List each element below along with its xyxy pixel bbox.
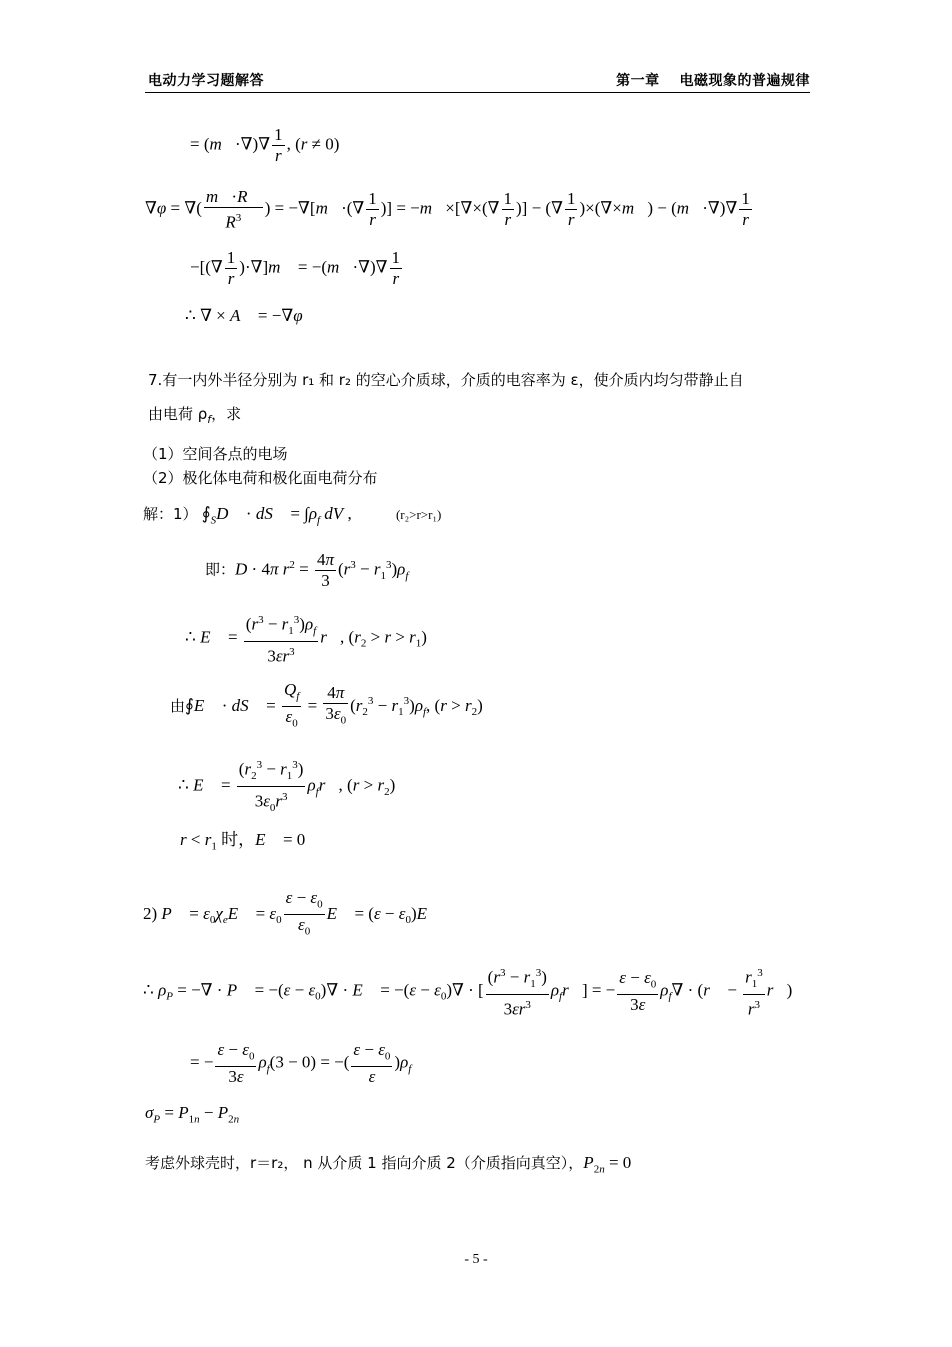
equation-e-outer: ∴ E⃗ = $\frac{(r_2^3 - r_1^3)}{3\varepsilon_0r^3}$ $\rho_fr⃗$, $(r > r_2)$ [178, 755, 395, 818]
equation-polarization: 2) P⃗ = $\varepsilon_0\chi_eE⃗ = \varepsilon_0$ $\frac{\varepsilon - \varepsilon_0}{\varepsilon_0}$ E⃗ = $(\varepsilon - \varepsilon_0)E⃗$ [143, 888, 441, 938]
problem-part-1: （1）空间各点的电场 [143, 445, 288, 463]
equation-rho-p: ∴ $\rho_P$ = −∇ · P⃗ = $-(\varepsilon - \varepsilon_0)\nabla$ · E⃗ = $-(\varepsilon - \varepsilon_0)\nabla$ · [ $\frac{(r^3 - r_1^3)}{3\varepsilon r^3}$ $\rho_fr⃗$] = − $\frac{\varepsilon - \varepsilon_0}{3\varepsilon}$ $\rho_f\nabla$ · (r⃗ − $\frac{r_1^3}{r^3}$ r⃗) [143, 963, 792, 1020]
outer-shell-note: 考虑外球壳时，r＝r₂， n 从介质 1 指向介质 2（介质指向真空），$P_{2n} = 0$ [145, 1153, 632, 1176]
page-number: - 5 - [464, 1252, 488, 1267]
problem-part-2: （2）极化体电荷和极化面电荷分布 [143, 469, 378, 487]
problem-statement-line1 [148, 369, 744, 391]
equation-gauss-d: 解：1） $∮_SD⃗$ · dS⃗ = $\int\rho_f$ dV , (r₂>r>r₁) [143, 504, 442, 527]
equation-curl-a: ∴ ∇ × A⃗ = −∇φ [185, 306, 303, 325]
you-label: 由 [170, 696, 186, 715]
condition-r-range: (r₂>r>r₁) [395, 507, 442, 522]
equation-line-1: = (m⃗·∇)∇ $\frac{1}{r}$ , (r ≠ 0) [190, 125, 340, 165]
jiyu-label: 即： [205, 560, 236, 579]
equation-gauss-e-outer: 由∮E⃗ · dS⃗ = $\frac{Q_f}{\varepsilon_0}$ = $\frac{4\pi}{3\varepsilon_0}$ $(r_2^3 - r_1^3)\rho_f$, $(r > r_2)$ [170, 680, 483, 730]
problem-number: 7. [148, 371, 163, 389]
equation-d-4pi: 即：D · 4π $r^2$ = $\frac{4\pi}{3}$ $(r^3 - r_1^3)\rho_f$ [205, 550, 409, 590]
problem-text-1: 有一内外半径分别为 r₁ 和 r₂ 的空心介质球，介质的电容率为 ε，使介质内均匀带静止自 [162, 371, 744, 389]
problem-text-2-end: ，求 [211, 405, 242, 423]
equation-sigma-p: $\sigma_P = P_{1n} - P_{2n}$ [145, 1103, 240, 1126]
equation-grad-phi: ∇φ = ∇( $\frac{m⃗\cdot R⃗}{R^3}$ ) = −∇[m⃗·(∇ $\frac{1}{r}$ )] = −m⃗×[∇×(∇ $\frac{1}{r}$ )] − (∇ $\frac{1}{r}$ )×(∇×m⃗) − (m⃗·∇)∇ $\frac{1}{r}$ [145, 187, 750, 232]
equation-e-inner: ∴ E⃗ = $\frac{(r^3 - r_1^3)\rho_f}{3\varepsilon r^3}$ r⃗, $(r_2 > r > r_1)$ [185, 610, 427, 667]
outer-shell-text: 考虑外球壳时，r＝r₂， n 从介质 1 指向介质 2（介质指向真空）， [145, 1154, 584, 1172]
problem-text-2: 由电荷 ρ [148, 405, 208, 423]
solution-label: 解：1） [143, 505, 198, 523]
header-chapter-title: 第一章 电磁现象的普遍规律 [616, 73, 810, 89]
problem-statement-line2 [148, 403, 241, 431]
rho-subscript: f [207, 413, 212, 426]
equation-line-3: −[(∇ $\frac{1}{r}$ )·∇]m⃗ = −(m⃗·∇)∇ $\frac{1}{r}$ [190, 248, 401, 288]
header-book-title: 电动力学习题解答 [148, 73, 264, 89]
header-rule [145, 92, 810, 93]
equation-e-zero: $r < r_1$ 时，E⃗ = 0 [180, 830, 306, 853]
equation-rho-p-result: = − $\frac{\varepsilon - \varepsilon_0}{3\varepsilon}$ $\rho_f(3 - 0)$ = −( $\frac{\varepsilon - \varepsilon_0}{\varepsilon}$ )$\rho_f$ [190, 1040, 412, 1087]
part2-label: 2) [143, 903, 158, 923]
